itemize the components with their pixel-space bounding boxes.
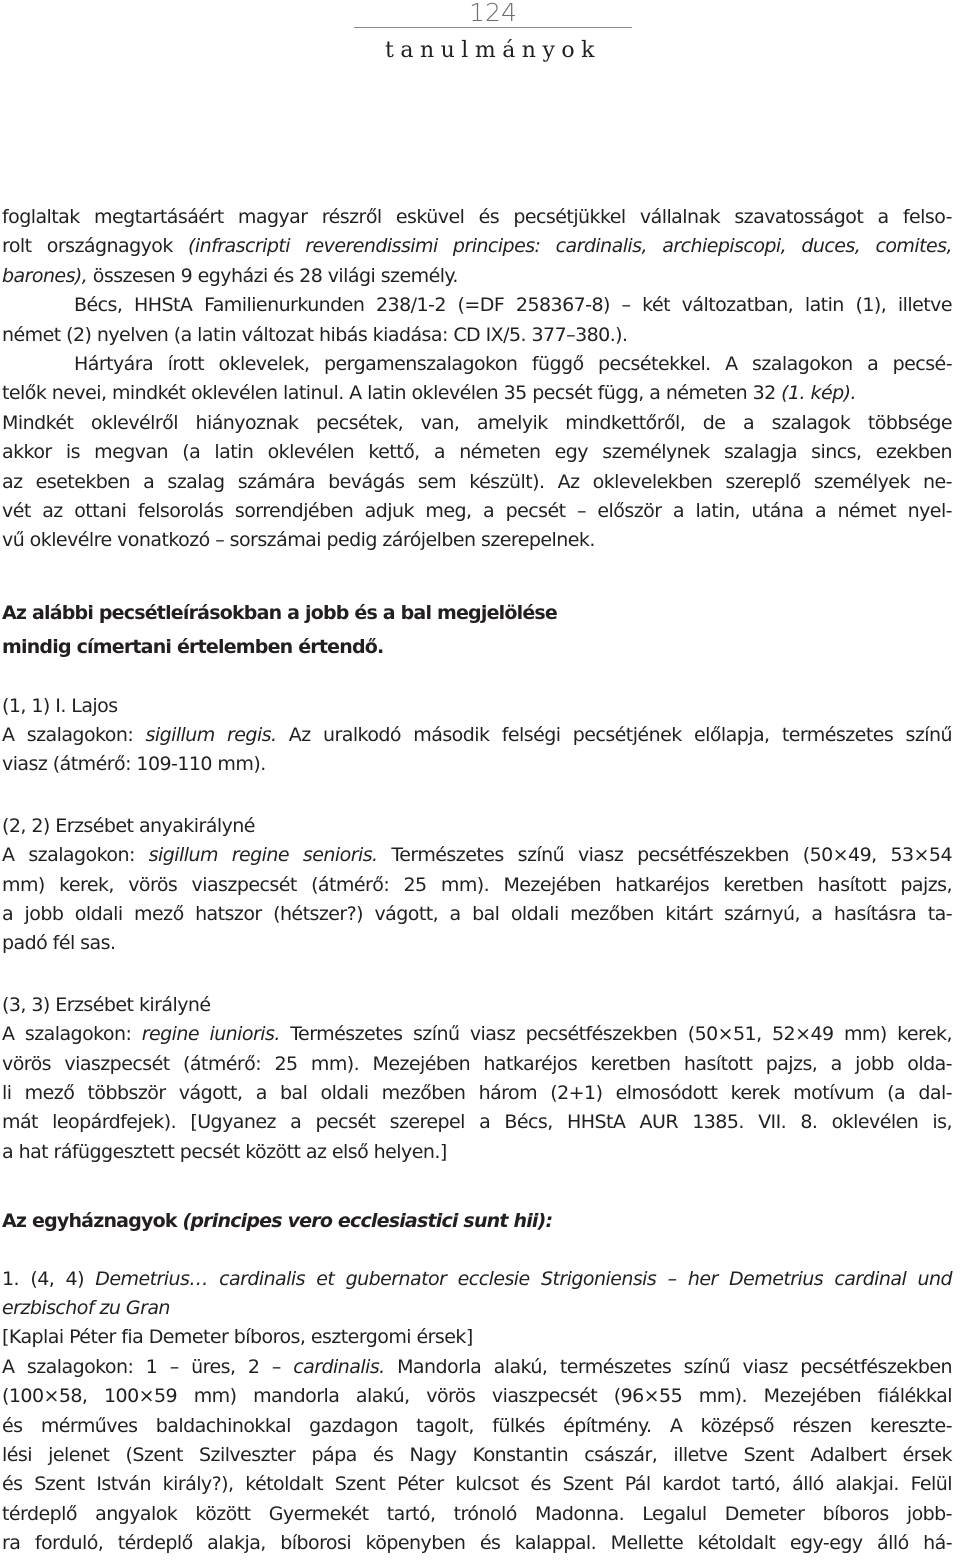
text-line: a hat ráfüggesztett pecsét között az első helyen.] [2,1140,447,1163]
text-line: és Szent István király?), kétoldalt Szent Péter kulcsot és Szent Pál kardot tartó, álló alakjai. Felül [2,1473,952,1496]
text-line: 1. (4, 4) Demetrius… cardinalis et gubernator ecclesie Strigoniensis – her Demetrius cardinal und [2,1267,952,1290]
text-line: térdeplő angyalok között Gyermekét tartó, trónoló Madonna. Legalul Demeter bíboros jobb- [2,1502,952,1525]
text-line: A szalagokon: sigillum regis. Az uralkodó második felségi pecsétjének előlapja, természetes színű [2,724,952,747]
text-line: Mindkét oklevélről hiányoznak pecsétek, van, amelyik mindkettőről, de a szalagok többsége [2,411,952,434]
text-line: német (2) nyelven (a latin változat hibás kiadása: CD IX/5. 377–380.). [2,323,628,346]
intro-paragraph [2,203,952,556]
text-line: rolt országnagyok (infrascripti reverendissimi principes: cardinalis, archiepiscopi, duces, comites, [2,235,952,258]
text-line: (100×58, 100×59 mm) mandorla alakú, vörös viaszpecsét (96×55 mm). Mezejében fiálékkal [2,1385,952,1408]
text-line: erzbischof zu Gran [2,1296,170,1319]
text-line: mm) kerek, vörös viaszpecsét (átmérő: 25 mm). Mezejében hatkaréjos keretben hasított pajzs, [2,873,952,896]
text-line: mát leopárdfejek). [Ugyanez a pecsét szerepel a Bécs, HHStA AUR 1385. VII. 8. oklevélen is, [2,1111,952,1134]
seal-entry-4 [2,1265,952,1559]
text-line: li mező többször vágott, a bal oldali mezőben három (2+1) elmosódott kerek motívum (a dal- [2,1081,952,1104]
text-line: A szalagokon: sigillum regine senioris. Természetes színű viasz pecsétfészekben (50×49, 53×54 [2,844,952,867]
article-body [2,203,952,1558]
header-rule [354,27,632,28]
seal-title: (2, 2) Erzsébet anyakirályné [2,814,255,837]
text-line: A szalagokon: 1 – üres, 2 – cardinalis. Mandorla alakú, természetes színű viasz pecsétfészekben [2,1355,953,1378]
text-line: padó fél sas. [2,932,116,955]
note-line: mindig címertani értelemben értendő. [2,635,384,658]
seal-entry-2 [2,812,952,959]
text-line: telők nevei, mindkét oklevélen latinul. A latin oklevélen 35 pecsét függ, a németen 32 (1. kép). [2,382,856,405]
text-line: akkor is megvan (a latin oklevélen kettő, a németen egy személynek szalagja sincs, ezekben [2,441,952,464]
seal-entry-3 [2,991,952,1167]
text-line: vű oklevélre vonatkozó – sorszámai pedig zárójelben szerepelnek. [2,529,595,552]
page-number: 124 [469,0,517,27]
text-line: A szalagokon: regine iunioris. Természetes színű viasz pecsétfészekben (50×51, 52×49 mm) kerek, [2,1023,952,1046]
seal-title: (1, 1) I. Lajos [2,694,118,717]
text-line: vörös viaszpecsét (átmérő: 25 mm). Mezejében hatkaréjos keretben hasított pajzs, a jobb olda- [2,1052,952,1075]
seal-title: (3, 3) Erzsébet királyné [2,993,211,1016]
text-line: az esetekben a szalag számára bevágás sem készült). Az oklevelekben szereplő személyek ne- [2,470,952,493]
text-line: viasz (átmérő: 109-110 mm). [2,753,266,776]
text-line: lési jelenet (Szent Szilveszter pápa és Nagy Konstantin császár, illetve Szent Adalbert érsek [2,1443,952,1466]
text-line: Hártyára írott oklevelek, pergamenszalagokon függő pecsétekkel. A szalagokon a pecsé- [74,352,952,375]
heraldic-note [2,596,952,664]
text-line: vét az ottani felsorolás sorrendjében adjuk meg, a pecsét – először a latin, utána a német nyel- [2,499,952,522]
seal-entry-1 [2,692,952,780]
section-title: tanulmányok [385,38,601,63]
text-line: és mérműves baldachinokkal gazdagon tagolt, fülkés építmény. A középső részen kereszte- [2,1414,952,1437]
running-header [354,0,632,63]
text-line: [Kaplai Péter fia Demeter bíboros, esztergomi érsek] [2,1326,473,1349]
text-line: foglaltak megtartásáért magyar részről esküvel és pecsétjükkel vállalnak szavatosságot a felso- [2,206,952,228]
note-line: Az alábbi pecsétleírásokban a jobb és a bal megjelölése [2,601,558,624]
church-magnates-heading: Az egyháznagyok (principes vero ecclesiastici sunt hii): [2,1210,553,1233]
text-line: barones), összesen 9 egyházi és 28 világi személy. [2,264,458,287]
text-line: Bécs, HHStA Familienurkunden 238/1-2 (=DF 258367-8) – két változatban, latin (1), illetve [74,294,952,317]
text-line: ra forduló, térdeplő alakja, bíborosi köpenyben és kalappal. Mellette kétoldalt egy-egy álló há- [2,1532,952,1555]
text-line: a jobb oldali mező hatszor (hétszer?) vágott, a bal oldali mezőben kitárt szárnyú, a hasításra ta- [2,903,952,926]
